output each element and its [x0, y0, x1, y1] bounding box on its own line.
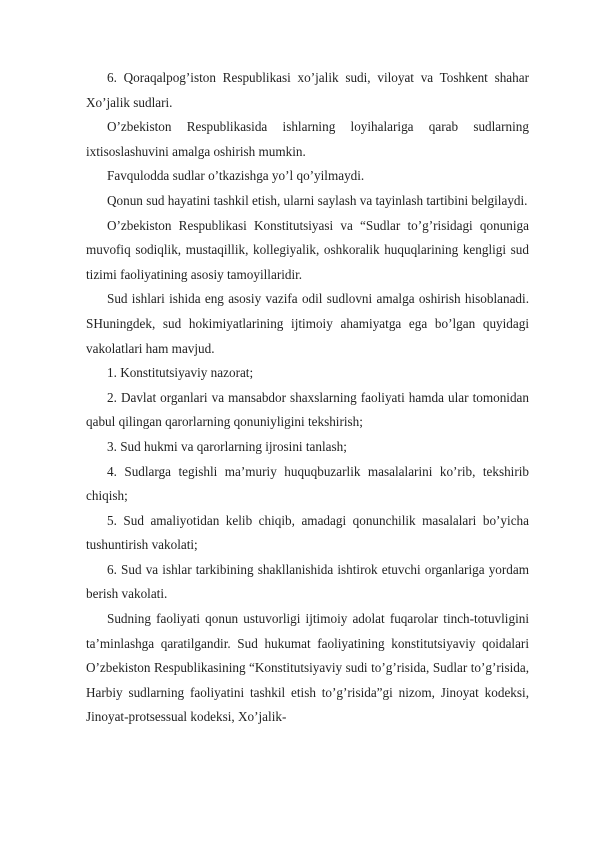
body-text [86, 66, 529, 730]
paragraph-rule-of-law: Sudning faoliyati qonun ustuvorligi ijtimoiy adolat fuqarolar tinch-totuvligini ta’minlashga qaratilgandir. Sud hukumat faoliyatining konstitutsiyaviy qoidalari O’zbekiston Respublikasining “Konstitutsiyaviy sudi to’g’risida, Sudlar to’g’risida, Harbiy sudlarning faoliyatini tashkil etish to’g’risida”gi nizom, Jinoyat kodeksi, Jinoyat-protsessual kodeksi, Xo’jalik- [86, 611, 529, 725]
list-item-5: 5. Sud amaliyotidan kelib chiqib, amadagi qonunchilik masalalari bo’yicha tushuntirish vakolati; [86, 512, 529, 553]
paragraph-specialization: O’zbekiston Respublikasida ishlarning loyihalariga qarab sudlarning ixtisoslashuvini amalga oshirish mumkin. [86, 119, 529, 159]
list-item-4: 4. Sudlarga tegishli ma’muriy huquqbuzarlik masalalarini ko’rib, tekshirib chiqish; [86, 463, 529, 504]
list-item-2: 2. Davlat organlari va mansabdor shaxslarning faoliyati hamda ular tomonidan qabul qilingan qarorlarning qonuniyligini tekshirish; [86, 389, 529, 430]
list-item-6: 6. Sud va ishlar tarkibining shakllanishida ishtirok etuvchi organlariga yordam berish vakolati. [86, 561, 529, 602]
list-item-1: 1. Konstitutsiyaviy nazorat; [107, 365, 254, 381]
paragraph-court-organization: Qonun sud hayatini tashkil etish, ularni saylash va tayinlash tartibini belgilaydi. [107, 192, 528, 208]
paragraph-extraordinary-courts: Favqulodda sudlar o’tkazishga yo’l qo’yilmaydi. [107, 168, 365, 184]
paragraph-economic-courts: 6. Qoraqalpog’iston Respublikasi xo’jalik sudi, viloyat va Toshkent shahar Xo’jalik sudlari. [86, 70, 529, 110]
list-item-3: 3. Sud hukmi va qarorlarning ijrosini tanlash; [107, 438, 347, 454]
paragraph-main-task: Sud ishlari ishida eng asosiy vazifa odil sudlovni amalga oshirish hisoblanadi. SHuningdek, sud hokimiyatlarining ijtimoiy ahamiyatga ega bo’lgan quyidagi vakolatlari ham mavjud. [86, 291, 529, 356]
paragraph-principles: O’zbekiston Respublikasi Konstitutsiyasi va “Sudlar to’g’risidagi qonuniga muvofiq sodiqlik, mustaqillik, kollegiyalik, oshkoralik huquqlarining kengligi sud tizimi faoliyatining asosiy tamoyillaridir. [86, 217, 529, 282]
